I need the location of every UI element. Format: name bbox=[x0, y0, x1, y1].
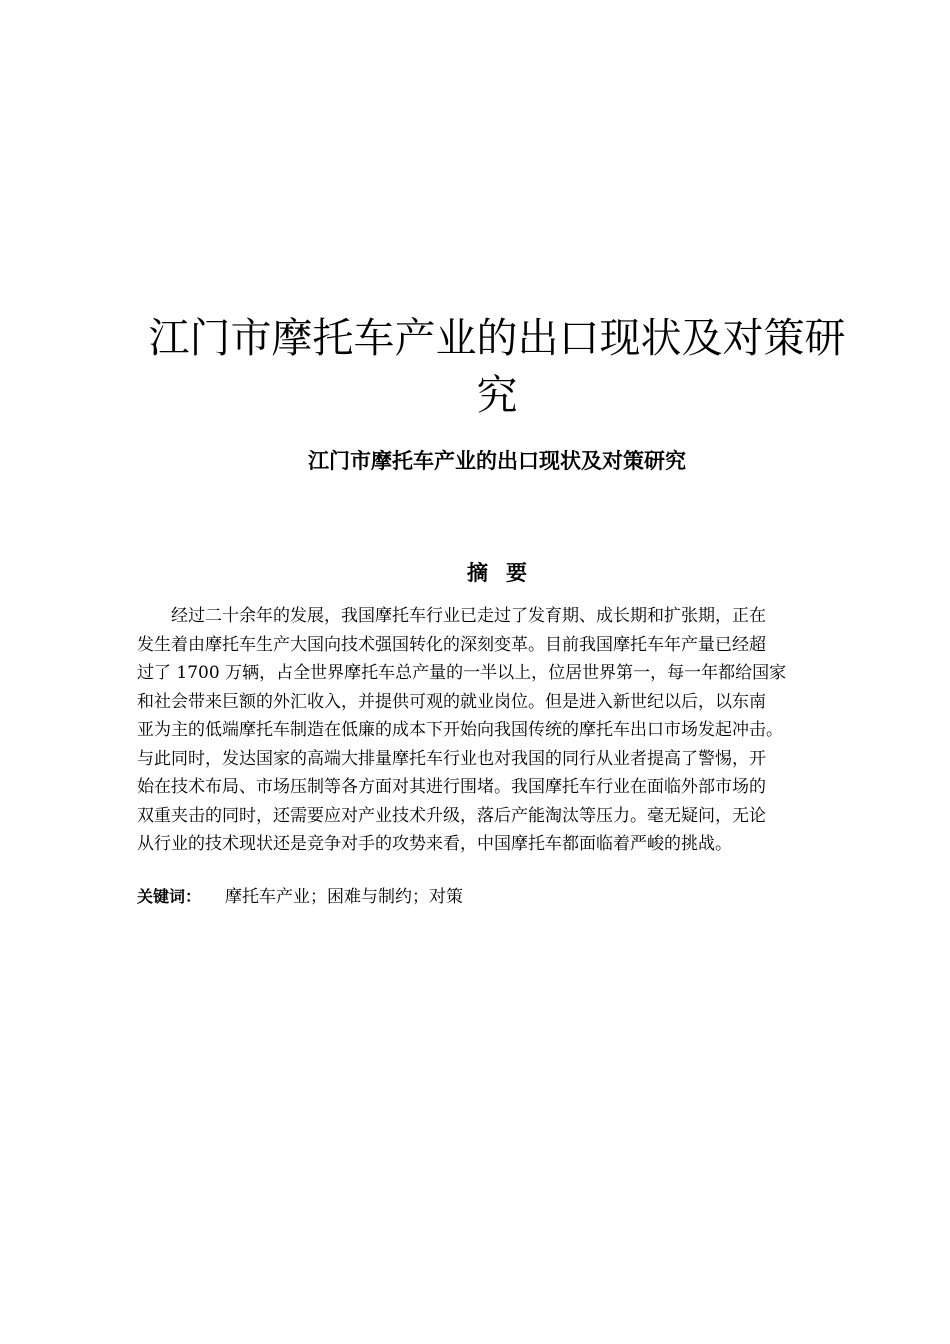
document-subtitle: 江门市摩托车产业的出口现状及对策研究 bbox=[308, 449, 686, 473]
abstract-line: 亚为主的低端摩托车制造在低廉的成本下开始向我国传统的摩托车出口市场发起冲击。 bbox=[137, 720, 783, 740]
keywords-value: 摩托车产业；困难与制约；对策 bbox=[225, 887, 463, 907]
abstract-line: 经过二十余年的发展，我国摩托车行业已走过了发育期、成长期和扩张期，正在 bbox=[137, 606, 766, 626]
abstract-body bbox=[137, 602, 867, 859]
abstract-line: 和社会带来巨额的外汇收入，并提供可观的就业岗位。但是进入新世纪以后，以东南 bbox=[137, 691, 766, 712]
abstract-line: 双重夹击的同时，还需要应对产业技术升级，落后产能淘汰等压力。毫无疑问，无论 bbox=[137, 805, 766, 826]
abstract-line: 始在技术布局、市场压制等各方面对其进行围堵。我国摩托车行业在面临外部市场的 bbox=[137, 777, 766, 797]
keywords-label: 关键词： bbox=[137, 887, 202, 906]
abstract-line: 与此同时，发达国家的高端大排量摩托车行业也对我国的同行从业者提高了警惕，开 bbox=[137, 748, 766, 769]
title-line-1: 江门市摩托车产业的出口现状及对策研 bbox=[148, 314, 846, 362]
document-title bbox=[137, 310, 857, 424]
keywords-row bbox=[137, 883, 857, 911]
abstract-heading: 摘要 bbox=[467, 561, 545, 585]
abstract-line: 发生着由摩托车生产大国向技术强国转化的深刻变革。目前我国摩托车年产量已经超 bbox=[137, 634, 766, 655]
abstract-line: 过了 1700 万辆，占全世界摩托车总产量的一半以上，位居世界第一，每一年都给国家 bbox=[137, 663, 787, 683]
abstract-line: 从行业的技术现状还是竞争对手的攻势来看，中国摩托车都面临着严峻的挑战。 bbox=[137, 834, 732, 854]
title-line-2: 究 bbox=[476, 371, 518, 419]
